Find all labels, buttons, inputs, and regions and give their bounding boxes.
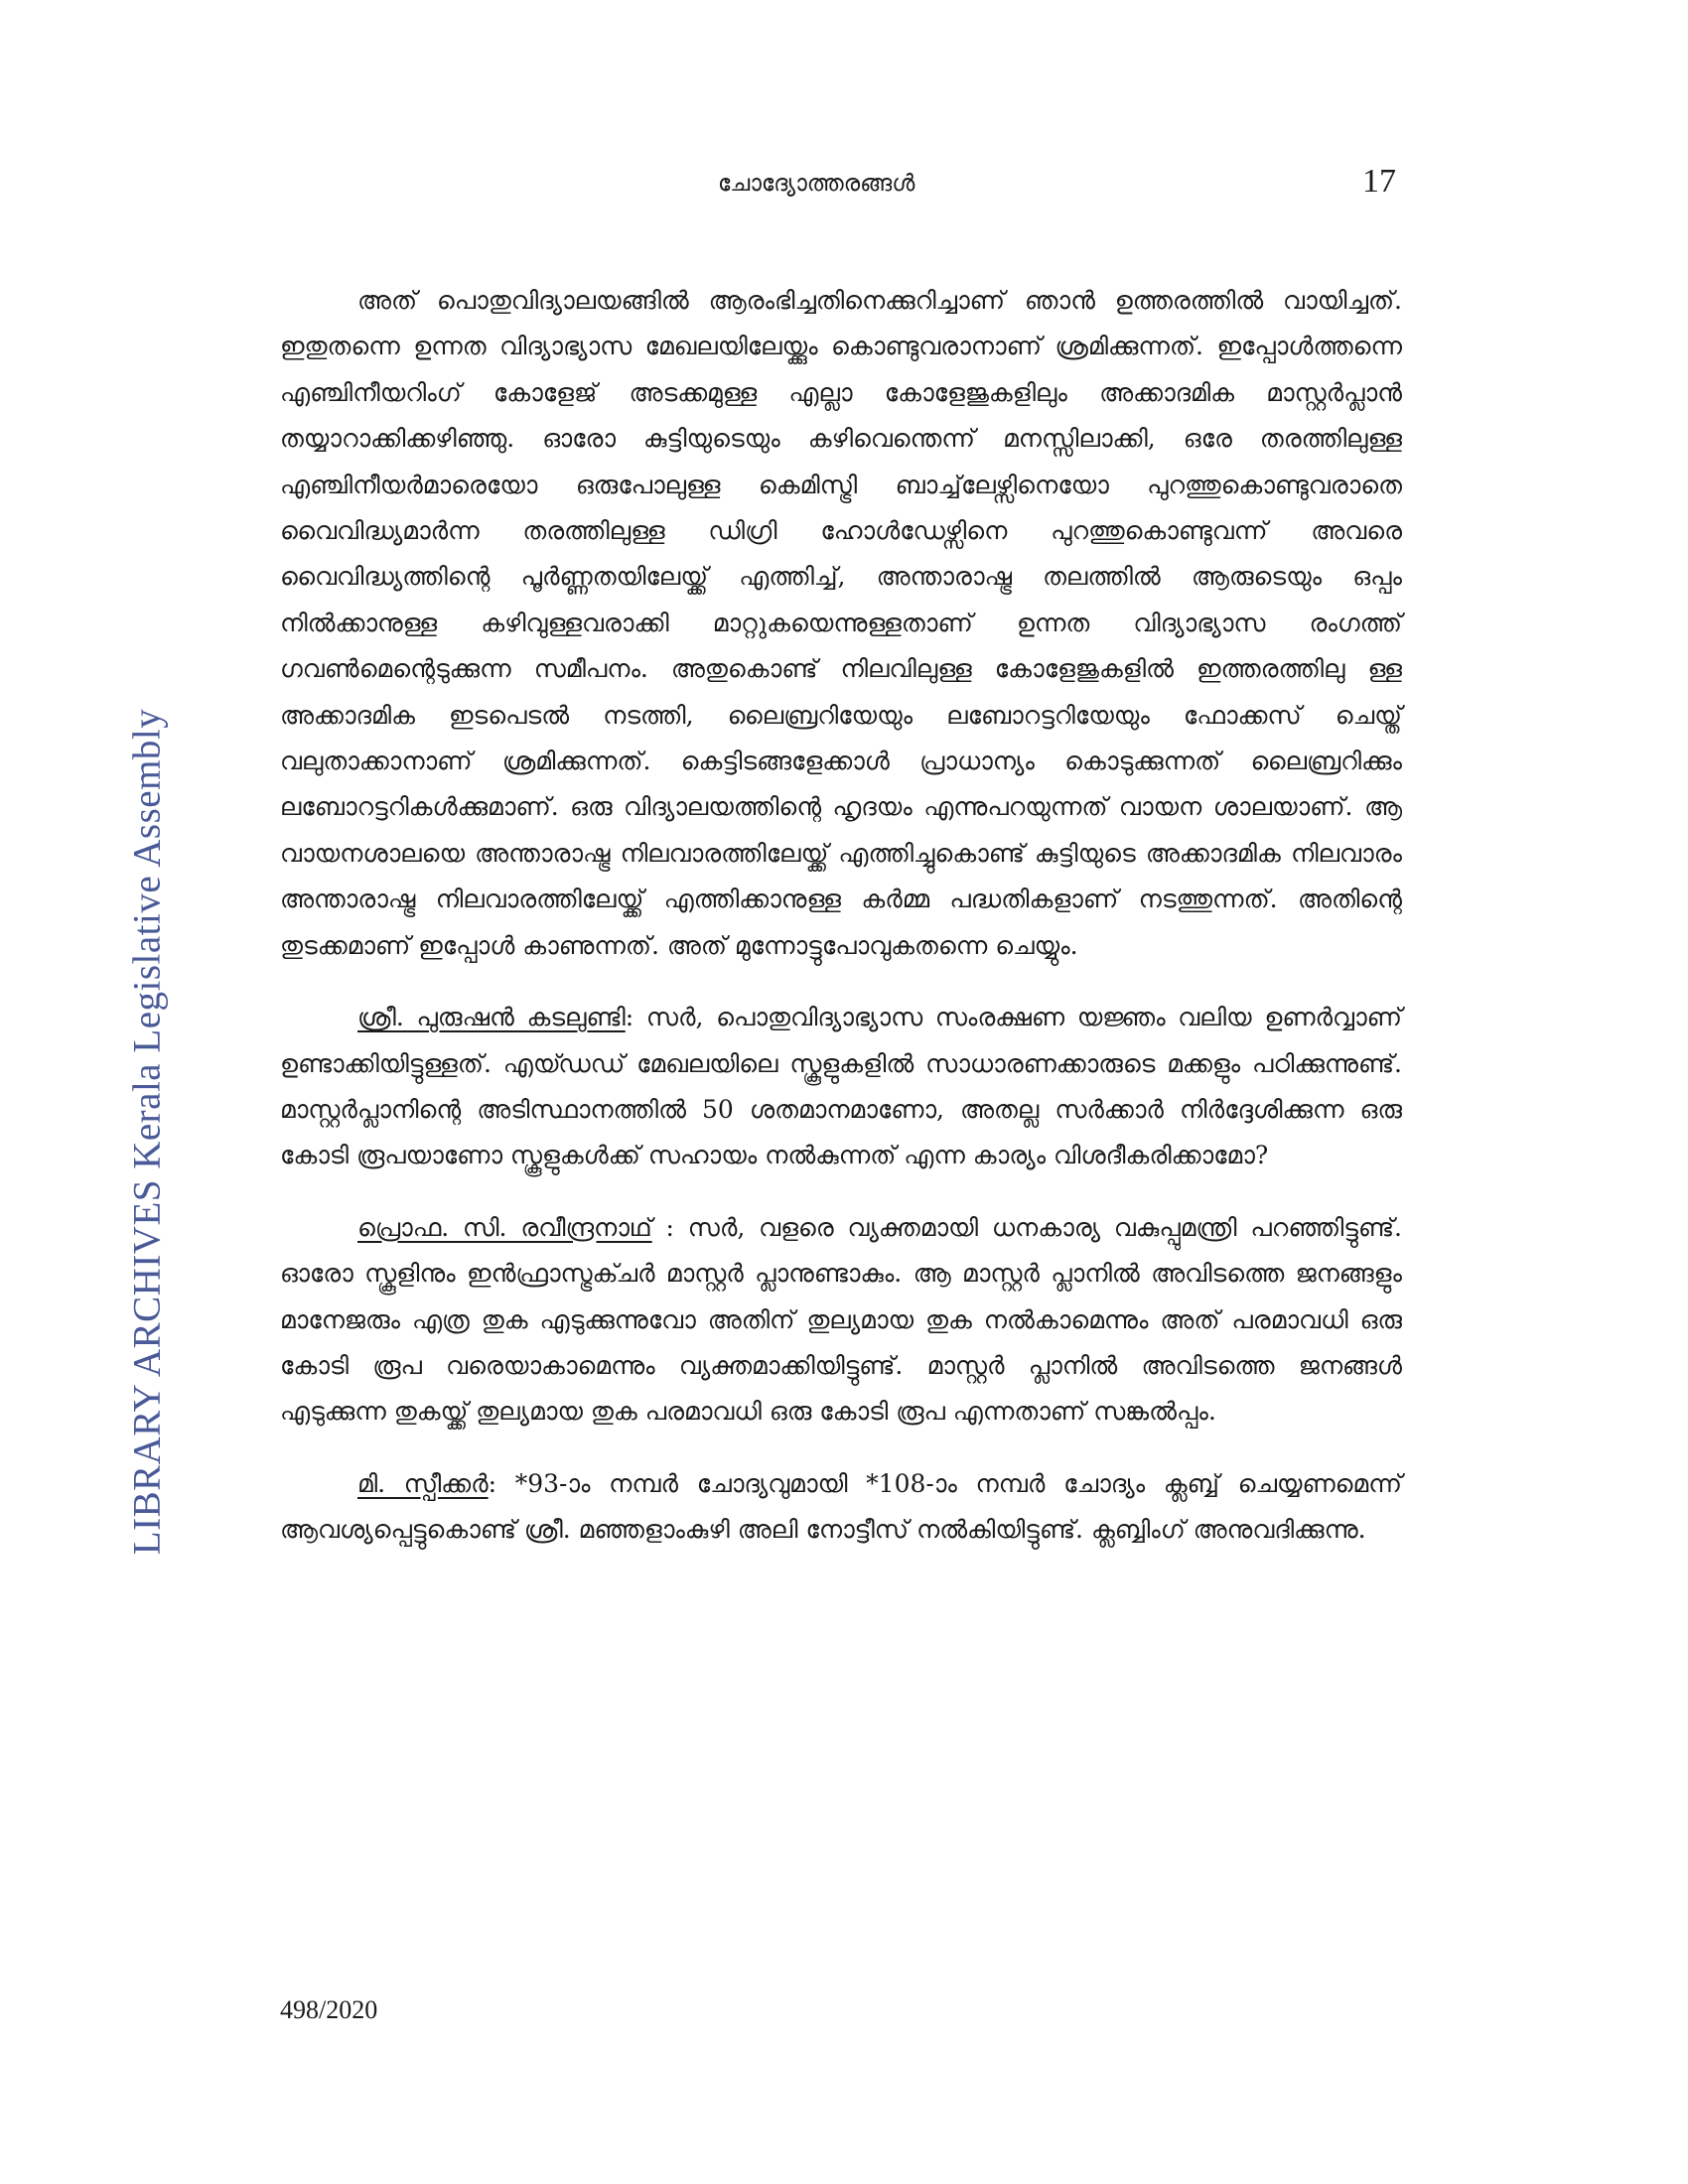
speaker-name: ശ്രീ. പുരുഷൻ കടലുണ്ടി [357, 1003, 626, 1032]
speaker-announcement-paragraph [280, 1461, 1402, 1554]
paragraph-text: : സർ, വളരെ വ്യക്തമായി ധനകാര്യ വകുപ്പുമന്ത്രി പറഞ്ഞിട്ടുണ്ട്. ഓരോ സ്കൂളിനും ഇൻഫ്രാസ്ട്രക്ചർ മാസ്റ്റർ പ്ലാനുണ്ടാകും. ആ മാസ്റ്റർ പ്ലാനിൽ അവിടത്തെ ജനങ്ങളും മാനേജരും എത്ര തുക എടുക്കുന്നുവോ അതിന് തുല്യമായ തുക നൽകാമെന്നും അത് പരമാവധി ഒരു കോടി രൂപ വരെയാകാമെന്നും വ്യക്തമാക്കിയിട്ടുണ്ട്. മാസ്റ്റർ പ്ലാനിൽ അവിടത്തെ ജനങ്ങൾ എടുക്കുന്ന തുകയ്ക്ക് തുല്യമായ തുക പരമാവധി ഒരു കോടി രൂപ എന്നതാണ് സങ്കൽപ്പം. [280, 1212, 1402, 1427]
page-number: 17 [1362, 163, 1396, 200]
speaker-name: മി. സ്പീക്കർ [357, 1468, 489, 1498]
paragraph-text: അത് പൊതുവിദ്യാലയങ്ങിൽ ആരംഭിച്ചതിനെക്കുറിച്ചാണ് ഞാൻ ഉത്തരത്തിൽ വായിച്ചത്. ഇതുതന്നെ ഉന്നത വിദ്യാഭ്യാസ മേഖലയിലേയ്ക്കും കൊണ്ടുവരാനാണ് ശ്രമിക്കുന്നത്. ഇപ്പോൾത്തന്നെ എഞ്ചിനീയറിംഗ് കോളേജ് അടക്കമുള്ള എല്ലാ കോളേജുകളിലും അക്കാദമിക മാസ്റ്റർപ്ലാൻ തയ്യാറാക്കിക്കഴിഞ്ഞു. ഓരോ കുട്ടിയുടെയും കഴിവെന്തെന്ന് മനസ്സിലാക്കി, ഒരേ തരത്തിലുള്ള എഞ്ചിനീയർമാരെയോ ഒരുപോലുള്ള കെമിസ്ട്രി ബാച്ച്‌ലേഴ്സിനെയോ പുറത്തുകൊണ്ടുവരാതെ വൈവിദ്ധ്യമാർന്ന തരത്തിലുള്ള ഡിഗ്രി ഹോൾഡേഴ്സിനെ പുറത്തുകൊണ്ടുവന്ന് അവരെ വൈവിദ്ധ്യത്തിന്റെ പൂർണ്ണതയിലേയ്ക്ക് എത്തിച്ച്, അന്താരാഷ്ട്ര തലത്തിൽ ആരുടെയും ഒപ്പം നിൽക്കാനുള്ള കഴിവുള്ളവരാക്കി മാറ്റുകയെന്നുള്ളതാണ് ഉന്നത വിദ്യാഭ്യാസ രംഗത്ത് ഗവൺമെന്റെടുക്കുന്ന സമീപനം. അതുകൊണ്ട് നിലവിലുള്ള കോളേജുകളിൽ ഇത്തരത്തിലു ള്ള അക്കാദമിക ഇടപെടൽ നടത്തി, ലൈബ്രറിയേയും ലബോറട്ടറിയേയും ഫോക്കസ് ചെയ്ത് വലുതാക്കാനാണ് ശ്രമിക്കുന്നത്. കെട്ടിടങ്ങളേക്കാൾ പ്രാധാന്യം കൊടുക്കുന്നത് ലൈബ്രറിക്കും ലബോറട്ടറികൾക്കുമാണ്. ഒരു വിദ്യാലയത്തിന്റെ ഹൃദയം എന്നുപറയുന്നത് വായന ശാലയാണ്. ആ വായനശാലയെ അന്താരാഷ്ട്ര നിലവാരത്തിലേയ്ക്ക് എത്തിച്ചുകൊണ്ട് കുട്ടിയുടെ അക്കാദമിക നിലവാരം അന്താരാഷ്ട്ര നിലവാരത്തിലേയ്ക്ക് എത്തിക്കാനുള്ള കർമ്മ പദ്ധതികളാണ് നടത്തുന്നത്. അതിന്റെ തുടക്കമാണ് ഇപ്പോൾ കാണുന്നത്. അത് മുന്നോട്ടുപോവുകതന്നെ ചെയ്യും. [280, 286, 1402, 960]
paragraph-text: : *93-ാം നമ്പർ ചോദ്യവുമായി *108-ാം നമ്പർ ചോദ്യം ക്ലബ്ബ് ചെയ്യണമെന്ന് ആവശ്യപ്പെട്ടുകൊണ്ട് ശ്രീ. മഞ്ഞളാംകുഴി അലി നോട്ടീസ് നൽകിയിട്ടുണ്ട്. ക്ലബ്ബിംഗ് അനുവദിക്കുന്നു. [280, 1468, 1402, 1545]
speaker-name: പ്രൊഫ. സി. രവീന്ദ്രനാഥ് [357, 1212, 652, 1242]
answer-paragraph [280, 1205, 1402, 1435]
answer-continuation-paragraph [280, 278, 1402, 969]
page-body [280, 278, 1402, 1554]
header-title: ചോദ്യോത്തരങ്ങൾ [718, 171, 915, 197]
question-paragraph [280, 995, 1402, 1179]
archive-watermark: LIBRARY ARCHIVES Kerala Legislative Assembly [125, 708, 169, 1556]
document-code: 498/2020 [280, 1995, 378, 2024]
paragraph-text: : സർ, പൊതുവിദ്യാഭ്യാസ സംരക്ഷണ യജ്ഞം വലിയ ഉണർവ്വാണ് ഉണ്ടാക്കിയിട്ടുള്ളത്. എയ്ഡഡ് മേഖലയിലെ സ്കൂളുകളിൽ സാധാരണക്കാരുടെ മക്കളും പഠിക്കുന്നുണ്ട്. മാസ്റ്റർപ്ലാനിന്റെ അടിസ്ഥാനത്തിൽ 50 ശതമാനമാണോ, അതല്ല സർക്കാർ നിർദ്ദേശിക്കുന്ന ഒരു കോടി രൂപയാണോ സ്കൂളുകൾക്ക് സഹായം നൽകുന്നത് എന്ന കാര്യം വിശദീകരിക്കാമോ? [280, 1003, 1402, 1170]
